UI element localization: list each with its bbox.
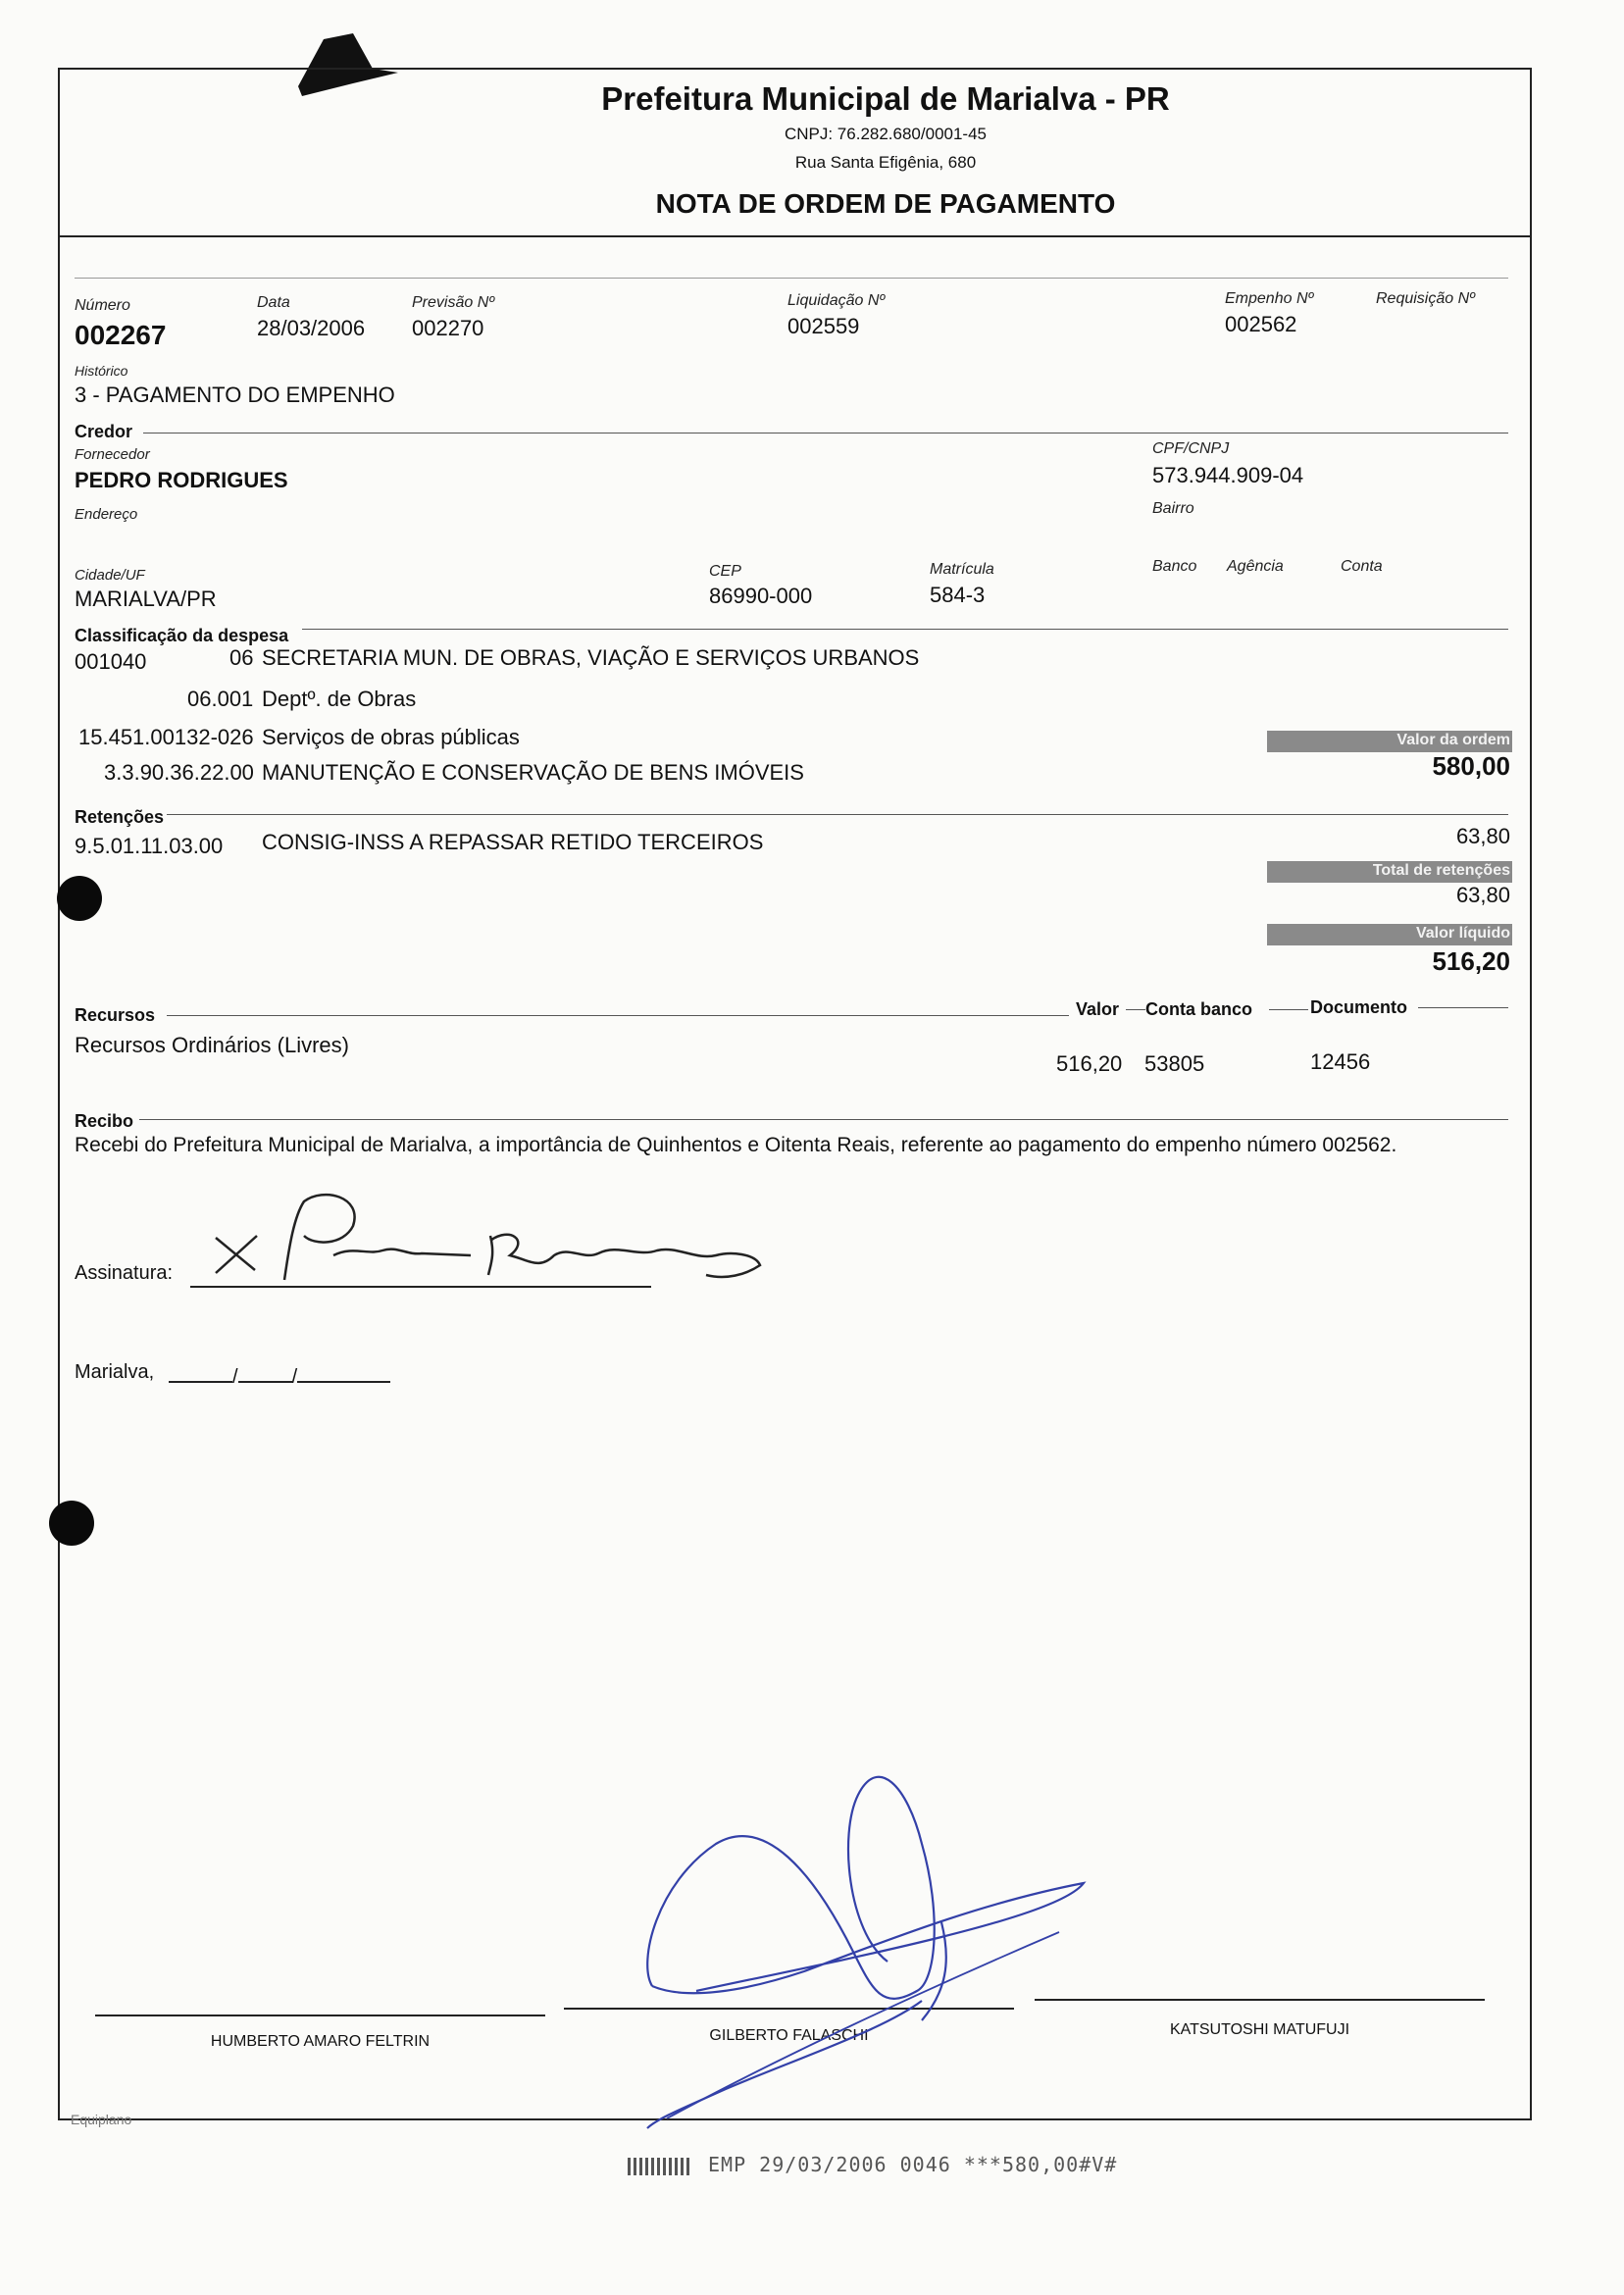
recursos-rule-2 (1126, 1009, 1145, 1010)
endereco-label: Endereço (75, 506, 138, 523)
valor-ordem-label: Valor da ordem (1396, 732, 1510, 748)
barcode-icon (628, 2158, 692, 2175)
date-blank: / / (169, 1363, 390, 1389)
class-l4-text: MANUTENÇÃO E CONSERVAÇÃO DE BENS IMÓVEIS (262, 760, 804, 785)
documento-col-label: Documento (1310, 997, 1407, 1017)
official-signature (628, 1765, 1098, 2138)
valor-liquido-value: 516,20 (1432, 946, 1510, 976)
matricula-value: 584-3 (930, 583, 986, 607)
empenho-value: 002562 (1225, 312, 1297, 336)
total-retencoes-label: Total de retenções (1372, 862, 1510, 879)
recursos-rule (167, 1015, 1069, 1016)
valor-liquido-label: Valor líquido (1415, 925, 1510, 942)
cpf-label: CPF/CNPJ (1152, 440, 1230, 457)
signatory-2: GILBERTO FALASCHI (709, 2027, 869, 2044)
signature-text: Pedro Rodrigues (569, 1295, 577, 1296)
recibo-section: Recibo (75, 1111, 134, 1131)
liquidacao-label: Liquidação Nº (787, 292, 886, 309)
org-address: Rua Santa Efigênia, 680 (794, 153, 977, 172)
punch-hole-bottom (49, 1501, 94, 1546)
recursos-rule-3 (1269, 1009, 1308, 1010)
class-l1-text: SECRETARIA MUN. DE OBRAS, VIAÇÃO E SERVIÇOS URBANOS (262, 645, 920, 670)
data-value: 28/03/2006 (257, 316, 366, 340)
retencao-text: CONSIG-INSS A REPASSAR RETIDO TERCEIROS (262, 830, 764, 854)
fornecedor-value: PEDRO RODRIGUES (75, 468, 288, 492)
classificacao-rule (302, 629, 1508, 630)
requisicao-label: Requisição Nº (1376, 290, 1475, 307)
retencoes-section: Retenções (75, 807, 165, 827)
classificacao-code: 001040 (75, 649, 147, 674)
cep-value: 86990-000 (709, 584, 813, 608)
retencao-code: 9.5.01.11.03.00 (75, 834, 224, 858)
recursos-documento: 12456 (1310, 1049, 1371, 1074)
conta-banco-col-label: Conta banco (1145, 999, 1253, 1019)
total-retencoes-bar (1267, 861, 1512, 883)
retencao-value: 63,80 (1455, 824, 1510, 848)
valor-ordem-value: 580,00 (1432, 751, 1510, 781)
bairro-label: Bairro (1152, 500, 1194, 517)
cidade-label: Cidade/UF (75, 567, 145, 584)
total-retencoes-value: 63,80 (1455, 883, 1510, 907)
historico-label: Histórico (75, 363, 128, 379)
matricula-label: Matrícula (930, 561, 994, 578)
retencoes-rule (167, 814, 1508, 815)
class-l2-text: Deptº. de Obras (262, 687, 417, 711)
cpf-value: 573.944.909-04 (1152, 463, 1304, 487)
recursos-conta-banco: 53805 (1144, 1051, 1205, 1076)
valor-ordem-bar (1267, 731, 1512, 752)
recursos-rule-4 (1418, 1007, 1508, 1008)
recursos-section: Recursos (75, 1005, 156, 1025)
assinatura-label: Assinatura: (75, 1262, 174, 1284)
valor-col-label: Valor (1076, 999, 1120, 1019)
credor-rule (143, 433, 1508, 434)
header-divider (59, 235, 1532, 237)
recibo-rule (139, 1119, 1508, 1120)
numero-label: Número (75, 297, 130, 314)
liquidacao-value: 002559 (787, 314, 860, 338)
class-l3-code: 15.451.00132-026 (78, 725, 254, 749)
banco-label: Banco (1152, 558, 1197, 575)
agencia-label: Agência (1227, 558, 1284, 575)
footer-stamp (628, 2153, 1117, 2176)
cep-label: CEP (709, 563, 741, 580)
sig-line-3 (1035, 1999, 1485, 2001)
stamp-text: EMP 29/03/2006 0046 ***580,00#V# (708, 2153, 1118, 2176)
numero-value: 002267 (75, 320, 167, 350)
recursos-text: Recursos Ordinários (Livres) (75, 1033, 349, 1057)
creditor-signature (196, 1187, 785, 1304)
header-subline (75, 278, 1508, 279)
credor-section: Credor (75, 422, 133, 441)
signatory-1: HUMBERTO AMARO FELTRIN (210, 2033, 431, 2050)
conta-label: Conta (1341, 558, 1383, 575)
signatory-3: KATSUTOSHI MATUFUJI (1169, 2021, 1350, 2038)
data-label: Data (257, 294, 290, 311)
sig-line-1 (95, 2014, 545, 2016)
recursos-valor: 516,20 (1056, 1051, 1123, 1076)
previsao-label: Previsão Nº (412, 294, 495, 311)
doc-title: NOTA DE ORDEM DE PAGAMENTO (655, 188, 1116, 219)
class-l4-code: 3.3.90.36.22.00 (104, 760, 254, 785)
historico-value: 3 - PAGAMENTO DO EMPENHO (75, 382, 395, 407)
punch-hole-top (57, 876, 102, 921)
classificacao-section: Classificação da despesa (75, 626, 289, 645)
class-l2-code: 06.001 (187, 687, 254, 711)
org-cnpj: CNPJ: 76.282.680/0001-45 (784, 125, 988, 143)
footer-brand: Equiplano (71, 2112, 132, 2127)
class-l1-code: 06 (229, 645, 254, 670)
empenho-label: Empenho Nº (1225, 290, 1314, 307)
org-title: Prefeitura Municipal de Marialva - PR (601, 80, 1170, 117)
recibo-text: Recebi do Prefeitura Municipal de Marialva, a importância de Quinhentos e Oitenta Reais, referente ao pagamento do empenho número 002562. (75, 1134, 1397, 1156)
local-label: Marialva, (75, 1361, 155, 1383)
valor-liquido-bar (1267, 924, 1512, 945)
previsao-value: 002270 (412, 316, 484, 340)
fornecedor-label: Fornecedor (75, 446, 150, 463)
cidade-value: MARIALVA/PR (75, 586, 217, 611)
class-l3-text: Serviços de obras públicas (262, 725, 520, 749)
